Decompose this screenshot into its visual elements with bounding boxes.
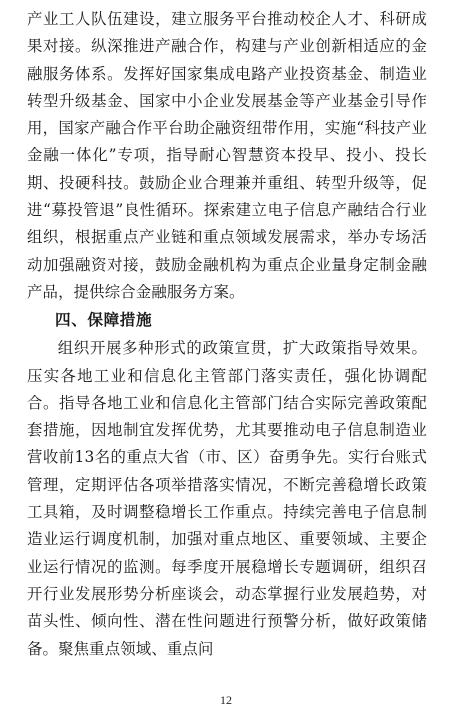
section-heading: 四、保障措施 (55, 311, 153, 330)
page-number: 12 (220, 693, 232, 707)
document-page (27, 6, 427, 663)
body-paragraph-continued: 产业工人队伍建设，建立服务平台推动校企人才、科研成果对接。纵深推进产融合作，构建与产业创新相适应的金融服务体系。发挥好国家集成电路产业投资基金、制造业转型升级基金、国家中小企业发展基金等产业基金引导作用，国家产融合作平台助企融资纽带作用，实施“科技产业金融一体化”专项，指导耐心智慧资本投早、投小、投长期、投硬科技。鼓励企业合理兼并重组、转型升级等，促进“募投管退”良性循环。探索建立电子信息产融结合行业组织，根据重点产业链和重点领域发展需求，举办专场活动加强融资对接，鼓励金融机构为重点企业量身定制金融产品，提供综合金融服务方案。 (27, 10, 427, 301)
body-paragraph: 组织开展多种形式的政策宣贯，扩大政策指导效果。压实各地工业和信息化主管部门落实责任，强化协调配合。指导各地工业和信息化主管部门结合实际完善政策配套措施，因地制宜发挥优势，尤其要推动电子信息制造业营收前13名的重点大省（市、区）奋勇争先。实行台账式管理，定期评估各项举措落实情况，不断完善稳增长政策工具箱，及时调整稳增长工作重点。持续完善电子信息制造业运行调度机制，加强对重点地区、重要领域、主要企业运行情况的监测。每季度开展稳增长专题调研，组织召开行业发展形势分析座谈会，动态掌握行业发展趋势，对苗头性、倾向性、潜在性问题进行预警分析，做好政策储备。聚焦重点领域、重点问 (27, 339, 427, 658)
